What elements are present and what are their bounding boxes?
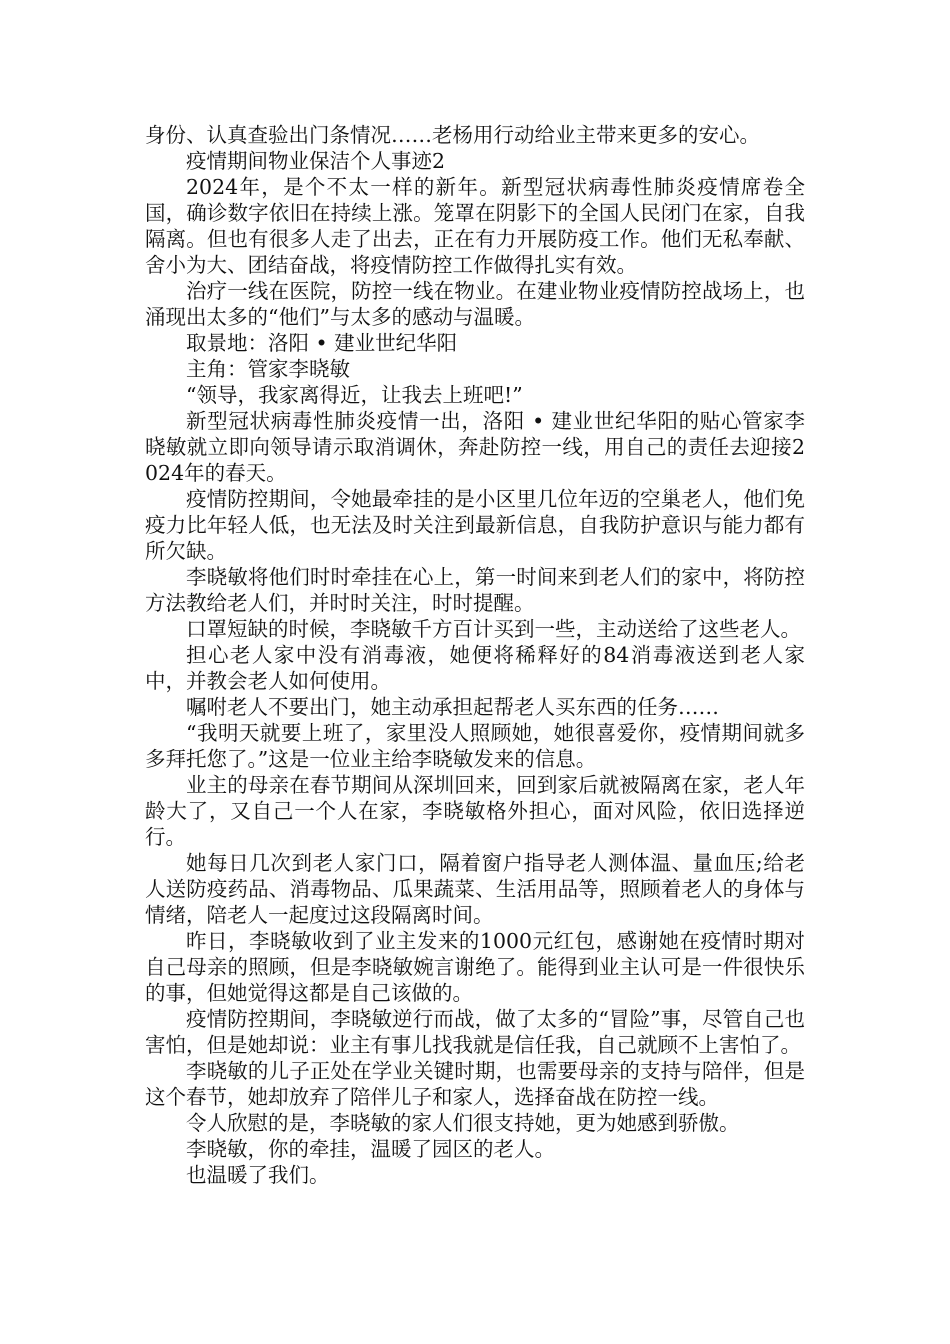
paragraph: 李晓敏的儿子正处在学业关键时期，也需要母亲的支持与陪伴，但是这个春节，她却放弃了陪伴儿子和家人，选择奋战在防控一线。 bbox=[145, 1059, 805, 1109]
paragraph: 嘱咐老人不要出门，她主动承担起帮老人买东西的任务…… bbox=[186, 695, 719, 719]
section-title: 疫情期间物业保洁个人事迹2 bbox=[186, 149, 446, 173]
document-body bbox=[145, 122, 805, 1188]
paragraph: 2024年，是个不太一样的新年。新型冠状病毒性肺炎疫情席卷全国，确诊数字依旧在持续上涨。笼罩在阴影下的全国人民闭门在家，自我隔离。但也有很多人走了出去，正在有力开展防疫工作。他们无私奉献、舍小为大、团结奋战，将疫情防控工作做得扎实有效。 bbox=[145, 175, 805, 277]
quote-line: “领导，我家离得近，让我去上班吧!” bbox=[186, 383, 523, 407]
protagonist-line: 主角：管家李晓敏 bbox=[186, 357, 350, 381]
paragraph: 李晓敏将他们时时牵挂在心上，第一时间来到老人们的家中，将防控方法教给老人们，并时时关注，时时提醒。 bbox=[145, 565, 805, 615]
paragraph: 疫情防控期间，李晓敏逆行而战，做了太多的“冒险”事，尽管自己也害怕，但是她却说：业主有事儿找我就是信任我，自己就顾不上害怕了。 bbox=[145, 1007, 805, 1057]
paragraph: 令人欣慰的是，李晓敏的家人们很支持她，更为她感到骄傲。 bbox=[186, 1111, 740, 1135]
paragraph: 昨日，李晓敏收到了业主发来的1000元红包，感谢她在疫情时期对自己母亲的照顾，但是李晓敏婉言谢绝了。能得到业主认可是一件很快乐的事，但她觉得这都是自己该做的。 bbox=[145, 929, 805, 1005]
paragraph: 李晓敏，你的牵挂，温暖了园区的老人。 bbox=[186, 1137, 555, 1161]
paragraph: 业主的母亲在春节期间从深圳回来，回到家后就被隔离在家，老人年龄大了，又自己一个人在家，李晓敏格外担心，面对风险，依旧选择逆行。 bbox=[145, 773, 805, 849]
paragraph: 也温暖了我们。 bbox=[186, 1163, 330, 1187]
paragraph: 疫情防控期间，令她最牵挂的是小区里几位年迈的空巢老人，他们免疫力比年轻人低，也无法及时关注到最新信息，自我防护意识与能力都有所欠缺。 bbox=[145, 487, 805, 563]
paragraph: “我明天就要上班了，家里没人照顾她，她很喜爱你，疫情期间就多多拜托您了。”这是一位业主给李晓敏发来的信息。 bbox=[145, 721, 805, 771]
paragraph: 她每日几次到老人家门口，隔着窗户指导老人测体温、量血压;给老人送防疫药品、消毒物品、瓜果蔬菜、生活用品等，照顾着老人的身体与情绪，陪老人一起度过这段隔离时间。 bbox=[145, 851, 805, 927]
paragraph: 治疗一线在医院，防控一线在物业。在建业物业疫情防控战场上，也涌现出太多的“他们”与太多的感动与温暖。 bbox=[145, 279, 805, 329]
paragraph: 身份、认真查验出门条情况……老杨用行动给业主带来更多的安心。 bbox=[145, 123, 760, 147]
paragraph: 担心老人家中没有消毒液，她便将稀释好的84消毒液送到老人家中，并教会老人如何使用。 bbox=[145, 643, 805, 693]
paragraph: 口罩短缺的时候，李晓敏千方百计买到一些，主动送给了这些老人。 bbox=[186, 617, 801, 641]
paragraph: 新型冠状病毒性肺炎疫情一出，洛阳 • 建业世纪华阳的贴心管家李晓敏就立即向领导请示取消调休，奔赴防控一线，用自己的责任去迎接2024年的春天。 bbox=[145, 409, 805, 485]
location-line: 取景地：洛阳 • 建业世纪华阳 bbox=[186, 331, 458, 355]
